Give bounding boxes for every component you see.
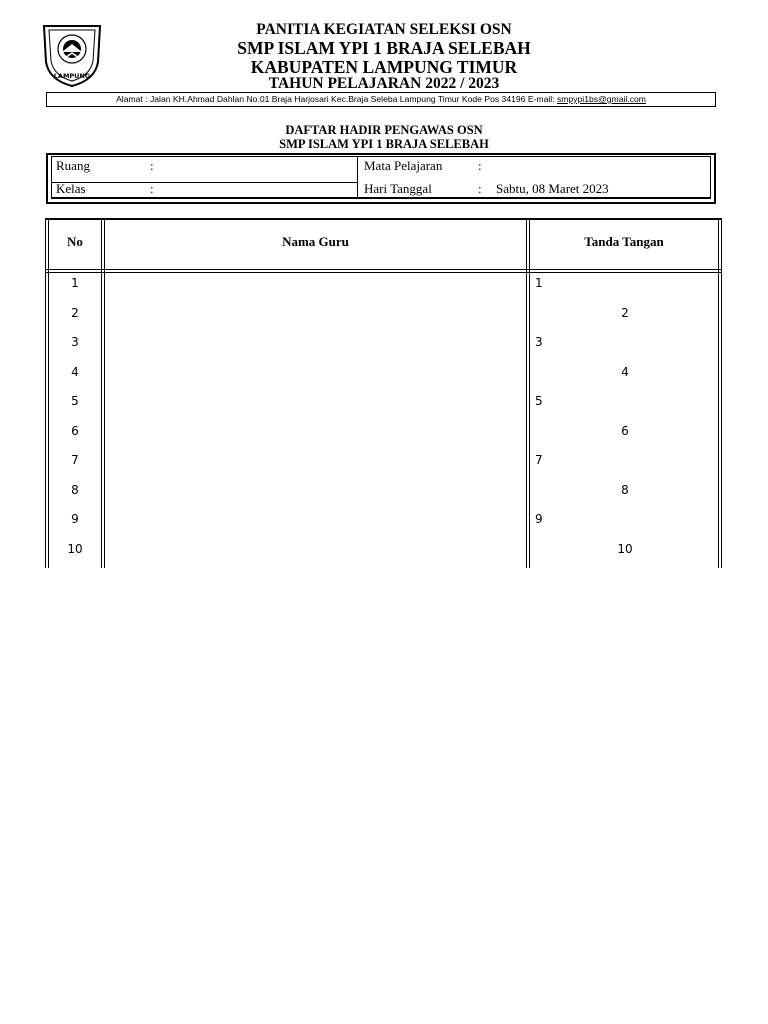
signature-number: 9 [535, 512, 543, 526]
signature-number: 3 [535, 335, 543, 349]
address-text: Alamat : Jalan KH.Ahmad Dahlan No.01 Braja Harjosari Kec.Braja Seleba Lampung Timur Kode Pos 34196 E-mail: [116, 94, 557, 104]
school-name: SMP ISLAM YPI 1 BRAJA SELEBAH [237, 38, 531, 58]
ruang-colon: : [150, 158, 154, 173]
kelas-label: Kelas [56, 181, 86, 196]
hari-label: Hari Tanggal [364, 181, 432, 196]
header-row-divider [45, 269, 722, 273]
row-number: 4 [71, 364, 79, 379]
info-box [46, 153, 716, 204]
row-number: 2 [71, 305, 79, 320]
mapel-label: Mata Pelajaran [364, 158, 443, 173]
hari-colon: : [478, 181, 482, 196]
signature-number: 2 [621, 305, 629, 320]
table-top-border [45, 218, 722, 220]
col-header-no: No [67, 234, 83, 249]
signature-number: 10 [617, 541, 633, 556]
col-header-nama: Nama Guru [282, 234, 349, 249]
row-number: 6 [71, 423, 79, 438]
ruang-label: Ruang [56, 158, 90, 173]
document-title: DAFTAR HADIR PENGAWAS OSN [285, 123, 483, 137]
attendance-table [45, 218, 722, 570]
row-number: 7 [71, 453, 79, 467]
info-divider-vertical [357, 157, 358, 197]
school-logo [40, 20, 104, 88]
kelas-colon: : [150, 181, 154, 196]
row-number: 5 [71, 394, 79, 408]
signature-number: 1 [535, 276, 543, 290]
email-link[interactable]: smpypi1bs@gmail.com [556, 94, 646, 104]
row-number: 1 [71, 276, 79, 290]
row-number: 8 [71, 482, 79, 497]
row-number: 10 [67, 541, 83, 556]
regency-name: KABUPATEN LAMPUNG TIMUR [250, 57, 518, 77]
mapel-colon: : [478, 158, 482, 173]
org-title: PANITIA KEGIATAN SELEKSI OSN [256, 21, 512, 38]
signature-number: 6 [621, 423, 629, 438]
col-header-ttd: Tanda Tangan [584, 234, 664, 249]
address-bar [46, 92, 716, 107]
svg-text:LAMPUNG: LAMPUNG [53, 72, 91, 80]
row-number: 3 [71, 335, 79, 349]
signature-number: 8 [621, 482, 629, 497]
signature-number: 4 [621, 364, 629, 379]
document-subtitle: SMP ISLAM YPI 1 BRAJA SELEBAH [279, 137, 489, 151]
info-divider-horizontal [52, 182, 357, 183]
hari-value: Sabtu, 08 Maret 2023 [496, 181, 609, 196]
academic-year: TAHUN PELAJARAN 2022 / 2023 [268, 75, 500, 92]
signature-number: 5 [535, 394, 543, 408]
signature-number: 7 [535, 453, 543, 467]
row-number: 9 [71, 512, 79, 526]
